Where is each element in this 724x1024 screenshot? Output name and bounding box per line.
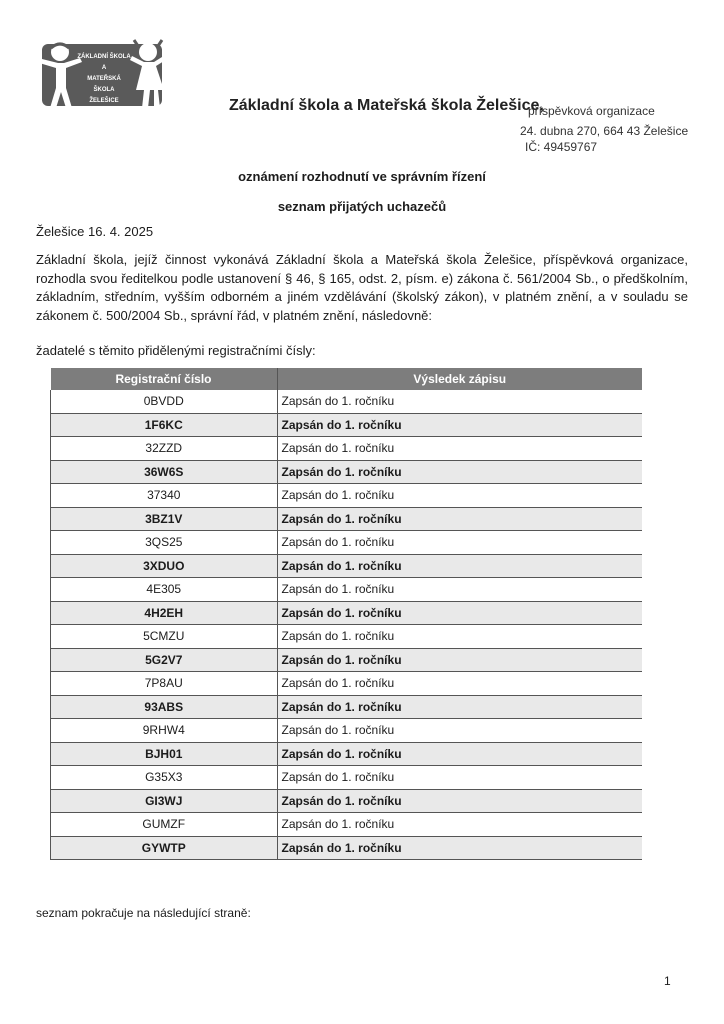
enrollment-result-cell: Zapsán do 1. ročníku [277, 437, 642, 461]
header-registration-number: Registrační číslo [51, 368, 278, 390]
registration-number-cell: 9RHW4 [51, 719, 278, 743]
registration-number-cell: 5G2V7 [51, 648, 278, 672]
table-row [51, 531, 643, 555]
table-row [51, 601, 643, 625]
logo-line: MATEŘSKÁ ŠKOLA [87, 76, 121, 93]
registration-number-cell: 4E305 [51, 578, 278, 602]
registration-number-cell: 36W6S [51, 460, 278, 484]
school-logo [34, 38, 170, 110]
table-row [51, 836, 643, 860]
registration-number-cell: 37340 [51, 484, 278, 508]
document-title: oznámení rozhodnutí ve správním řízení [238, 169, 486, 184]
table-row [51, 413, 643, 437]
enrollment-result-cell: Zapsán do 1. ročníku [277, 672, 642, 696]
registration-number-cell: 93ABS [51, 695, 278, 719]
table-row [51, 554, 643, 578]
document-subtitle: seznam přijatých uchazečů [277, 199, 447, 214]
enrollment-result-cell: Zapsán do 1. ročníku [277, 742, 642, 766]
registration-number-cell: 7P8AU [51, 672, 278, 696]
registration-number-cell: 3QS25 [51, 531, 278, 555]
enrollment-result-cell: Zapsán do 1. ročníku [277, 484, 642, 508]
registration-number-cell: 3XDUO [51, 554, 278, 578]
registration-number-cell: 5CMZU [51, 625, 278, 649]
table-row [51, 695, 643, 719]
header-enrollment-result: Výsledek zápisu [277, 368, 642, 390]
results-table [50, 368, 642, 860]
table-row [51, 507, 643, 531]
school-address: 24. dubna 270, 664 43 Želešice [520, 124, 689, 138]
organization-type: příspěvková organizace [528, 104, 655, 118]
registration-number-cell: G35X3 [51, 766, 278, 790]
school-name: Základní škola a Mateřská škola Želešice, [229, 97, 544, 114]
enrollment-result-cell: Zapsán do 1. ročníku [277, 601, 642, 625]
table-row [51, 437, 643, 461]
registration-number-cell: 4H2EH [51, 601, 278, 625]
enrollment-result-cell: Zapsán do 1. ročníku [277, 695, 642, 719]
enrollment-result-cell: Zapsán do 1. ročníku [277, 507, 642, 531]
enrollment-result-cell: Zapsán do 1. ročníku [277, 554, 642, 578]
enrollment-result-cell: Zapsán do 1. ročníku [277, 836, 642, 860]
logo-line: A [101, 65, 107, 71]
enrollment-result-cell: Zapsán do 1. ročníku [277, 719, 642, 743]
registration-number-cell: GUMZF [51, 813, 278, 837]
registration-number-cell: 3BZ1V [51, 507, 278, 531]
decision-paragraph: Základní škola, jejíž činnost vykonává Základní škola a Mateřská škola Želešice, příspěvková organizace, rozhodla svou ředitelkou podle ustanovení § 46, § 165, odst. 2, písm. e) zákona č. 561/2004 Sb., o předškolním, základním, středním, vyšším odborném a jiném vzdělávání (školský zákon), v platném znění, a v souladu se zákonem č. 500/2004 Sb., správní řád, v platném znění, následovně: [36, 252, 688, 323]
enrollment-result-cell: Zapsán do 1. ročníku [277, 390, 642, 413]
table-header-row [51, 368, 643, 390]
registration-number-cell: 32ZZD [51, 437, 278, 461]
registration-number-cell: BJH01 [51, 742, 278, 766]
registration-number-cell: 0BVDD [51, 390, 278, 413]
table-row [51, 648, 643, 672]
enrollment-result-cell: Zapsán do 1. ročníku [277, 413, 642, 437]
table-row [51, 742, 643, 766]
registration-number-cell: 1F6KC [51, 413, 278, 437]
table-row [51, 813, 643, 837]
enrollment-result-cell: Zapsán do 1. ročníku [277, 766, 642, 790]
enrollment-result-cell: Zapsán do 1. ročníku [277, 789, 642, 813]
page-number: 1 [664, 974, 671, 988]
logo-line: ŽELEŠICE [89, 98, 119, 104]
table-row [51, 460, 643, 484]
enrollment-result-cell: Zapsán do 1. ročníku [277, 625, 642, 649]
school-ico: IČ: 49459767 [525, 140, 598, 154]
enrollment-result-cell: Zapsán do 1. ročníku [277, 813, 642, 837]
applicants-intro: žadatelé s těmito přidělenými registračními čísly: [36, 343, 316, 358]
table-row [51, 789, 643, 813]
child-figure-right-icon [130, 38, 174, 110]
enrollment-result-cell: Zapsán do 1. ročníku [277, 578, 642, 602]
table-row [51, 390, 643, 413]
table-row [51, 766, 643, 790]
enrollment-result-cell: Zapsán do 1. ročníku [277, 460, 642, 484]
table-row [51, 625, 643, 649]
registration-number-cell: GI3WJ [51, 789, 278, 813]
table-row [51, 672, 643, 696]
table-row [51, 484, 643, 508]
document-date: Želešice 16. 4. 2025 [36, 224, 154, 239]
table-row [51, 719, 643, 743]
table-row [51, 578, 643, 602]
registration-number-cell: GYWTP [51, 836, 278, 860]
logo-text [76, 52, 132, 107]
enrollment-result-cell: Zapsán do 1. ročníku [277, 648, 642, 672]
enrollment-result-cell: Zapsán do 1. ročníku [277, 531, 642, 555]
continuation-note: seznam pokračuje na následující straně: [36, 906, 251, 920]
logo-line: ZÁKLADNÍ ŠKOLA [77, 54, 131, 60]
